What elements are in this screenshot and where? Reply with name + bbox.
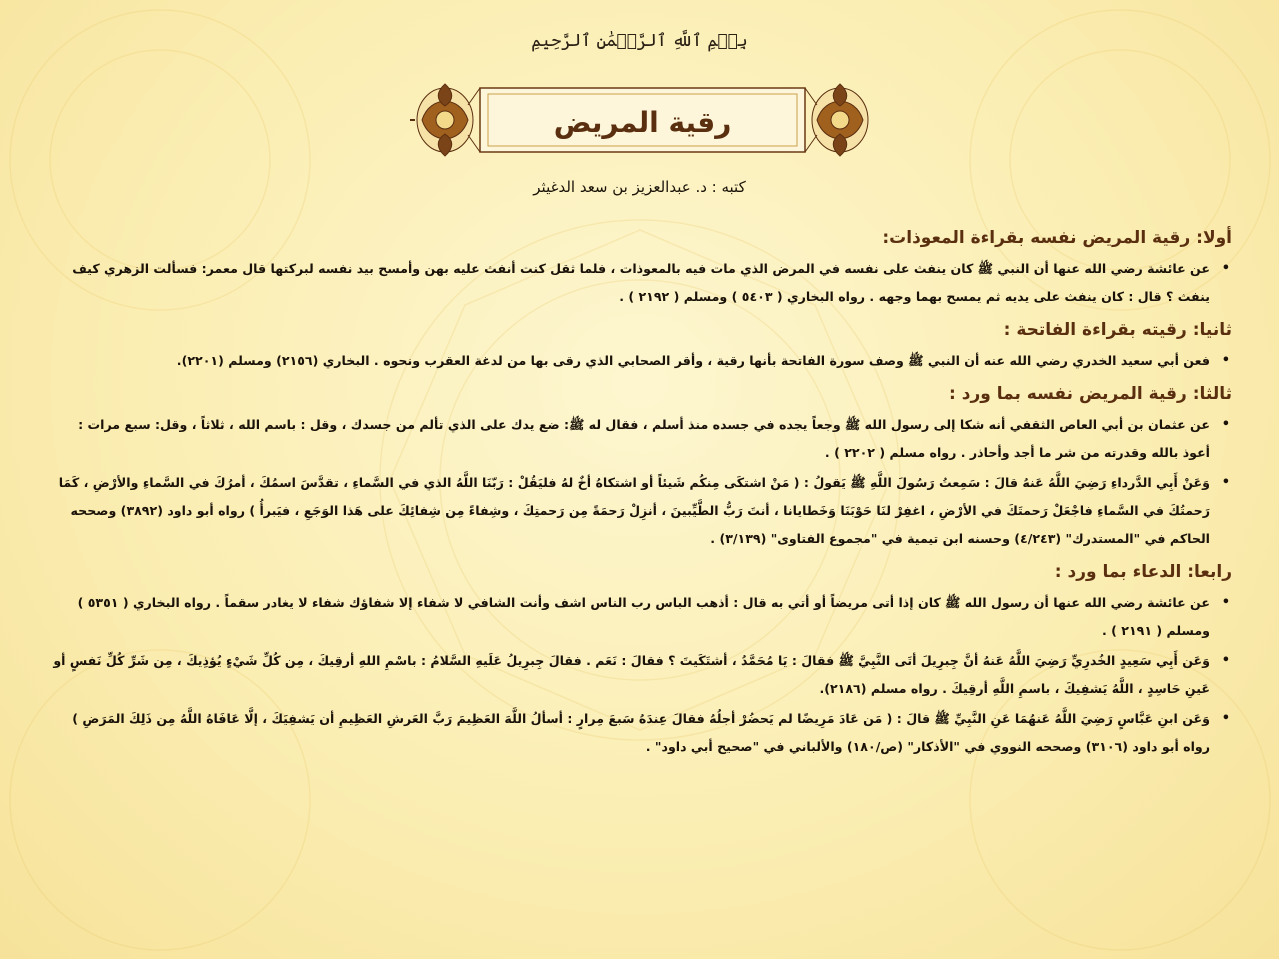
item-text: وَعَن ابنِ عَبَّاسٍ رَضِيَ اللَّهُ عَنهُمَا عَنِ النَّبِيِّ ﷺ قالَ : ( مَن عَادَ مَرِيضًا لم يَحضُرْ أجلُهُ فقالَ عِندَهُ سَبعَ مِرارٍ : أسألُ اللَّهَ العَظِيمَ رَبَّ العَرشِ العَظِيمِ أن يَشفِيَكَ ، إلَّا عَافَاهُ اللَّهُ مِن ذَلِكَ المَرَضِ ) رواه أبو داود (٣١٠٦) وصححه النووي في "الأذكار" (ص/١٨٠) والألباني في "صحيح أبي داود" . [72, 711, 1210, 754]
bullet-icon: • [1221, 595, 1230, 610]
section [52, 225, 1232, 311]
list-item [52, 255, 1232, 311]
list-item [52, 411, 1232, 467]
item-text: عن عائشة رضي الله عنها أن النبي ﷺ كان ينفث على نفسه في المرض الذي مات فيه بالمعوذات ، فلما ثقل كنت أنفث عليه بهن وأمسح بيد نفسه لبركتها قال معمر: فسألت الزهري كيف ينفث ؟ قال : كان ينفث على يديه ثم يمسح بهما وجهه . رواه البخاري ( ٥٤٠٣ ) ومسلم ( ٢١٩٢ ) . [72, 261, 1210, 304]
section-heading: أولا: رقية المريض نفسه بقراءة المعوذات: [882, 228, 1232, 248]
list-item [52, 469, 1232, 553]
bullet-icon: • [1221, 261, 1230, 276]
list-item [52, 347, 1232, 375]
item-text: وَعَن أَبِي سَعِيدٍ الخُدرِيِّ رَضِيَ اللَّهُ عَنهُ أنَّ جِبرِيلَ أتَى النَّبِيَّ ﷺ فقالَ : يَا مُحَمَّدُ ، أشتَكَيتَ ؟ فقالَ : نَعَم . فقالَ جِبرِيلُ عَلَيهِ السَّلامُ : باسْمِ اللهِ أرقِيكَ ، مِن كُلِّ شَيْءٍ يُؤذِيكَ ، مِن شَرِّ كُلِّ نَفسٍ أو عَينِ حَاسِدٍ ، اللَّهُ يَشفِيكَ ، باسمِ اللَّهِ أرقِيكَ . رواه مسلم (٢١٨٦). [53, 653, 1210, 696]
list-item [52, 705, 1232, 761]
section-heading: ثانيا: رقيته بقراءة الفاتحة : [1003, 320, 1232, 340]
item-text: عن عائشة رضي الله عنها أن رسول الله ﷺ كان إذا أتى مريضاً أو أتي به قال : أذهب الباس رب الناس اشف وأنت الشافي لا شفاء إلا شفاؤك شفاء لا يغادر سقماً . رواه البخاري ( ٥٣٥١ ) ومسلم ( ٢١٩١ ) . [77, 595, 1210, 638]
bullet-icon: • [1221, 653, 1230, 668]
author-line: كتبه : د. عبدالعزيز بن سعد الدغيثر [533, 178, 746, 196]
section [52, 559, 1232, 761]
main-content [52, 225, 1232, 763]
section [52, 381, 1232, 553]
page-title: رقية المريض [553, 106, 732, 139]
basmala: بِسۡمِ ٱللَّهِ ٱلرَّحۡمَٰنِ ٱلرَّحِيمِ [531, 31, 748, 51]
bullet-icon: • [1221, 711, 1230, 726]
section-heading: رابعا: الدعاء بما ورد : [1054, 562, 1232, 582]
list-item [52, 647, 1232, 703]
item-text: وَعَنْ أَبِي الدَّرداءِ رَضِيَ اللَّهُ عَنهُ قالَ : سَمِعتُ رَسُولَ اللَّهِ ﷺ يَقولُ : ( مَنْ اشتكَى مِنكُم شَيئاً أو اشتكاهُ أخٌ لهُ فليَقُلْ : رَبّنَا اللَّهُ الذي في السَّماءِ ، تقدَّسَ اسمُكَ ، أمرُكَ في السَّماءِ والأرْضِ ، كَمَا رَحمتُكَ في السَّماءِ فاجْعَلْ رَحمتَكَ في الأرْضِ ، اغفِرْ لنَا حَوْبَنَا وَخَطايانا ، أنتَ رَبُّ الطَّيِّبينَ ، أنزِلْ رَحمَةً مِن رَحمتِكَ ، وشِفاءً مِن شِفائِكَ على هَذا الوَجَعِ ، فيَبرأُ ) رواه أبو داود (٣٨٩٢) وصححه الحاكم في "المستدرك" (٤/٢٤٣) وحسنه ابن تيمية في "مجموع الفتاوى" (٣/١٣٩) . [58, 475, 1210, 546]
bullet-icon: • [1221, 475, 1230, 490]
section [52, 317, 1232, 375]
bullet-icon: • [1221, 417, 1230, 432]
list-item [52, 589, 1232, 645]
title-banner [410, 70, 875, 170]
item-text: فعن أبي سعيد الخدري رضي الله عنه أن النبي ﷺ وصف سورة الفاتحة بأنها رقية ، وأقر الصحابي الذي رقى بها من لدغة العقرب ونحوه . البخاري (٢١٥٦) ومسلم (٢٢٠١). [176, 353, 1210, 368]
item-text: عن عثمان بن أبي العاص الثقفي أنه شكا إلى رسول الله ﷺ وجعاً يجده في جسده منذ أسلم ، فقال له ﷺ: ضع يدك على الذي تألم من جسدك ، وقل : باسم الله ، ثلاثاً ، وقل: سبع مرات : أعوذ بالله وقدرته من شر ما أجد وأحاذر . رواه مسلم ( ٢٢٠٢ ) . [78, 417, 1210, 460]
section-heading: ثالثا: رقية المريض نفسه بما ورد : [949, 384, 1232, 404]
bullet-icon: • [1221, 353, 1230, 368]
